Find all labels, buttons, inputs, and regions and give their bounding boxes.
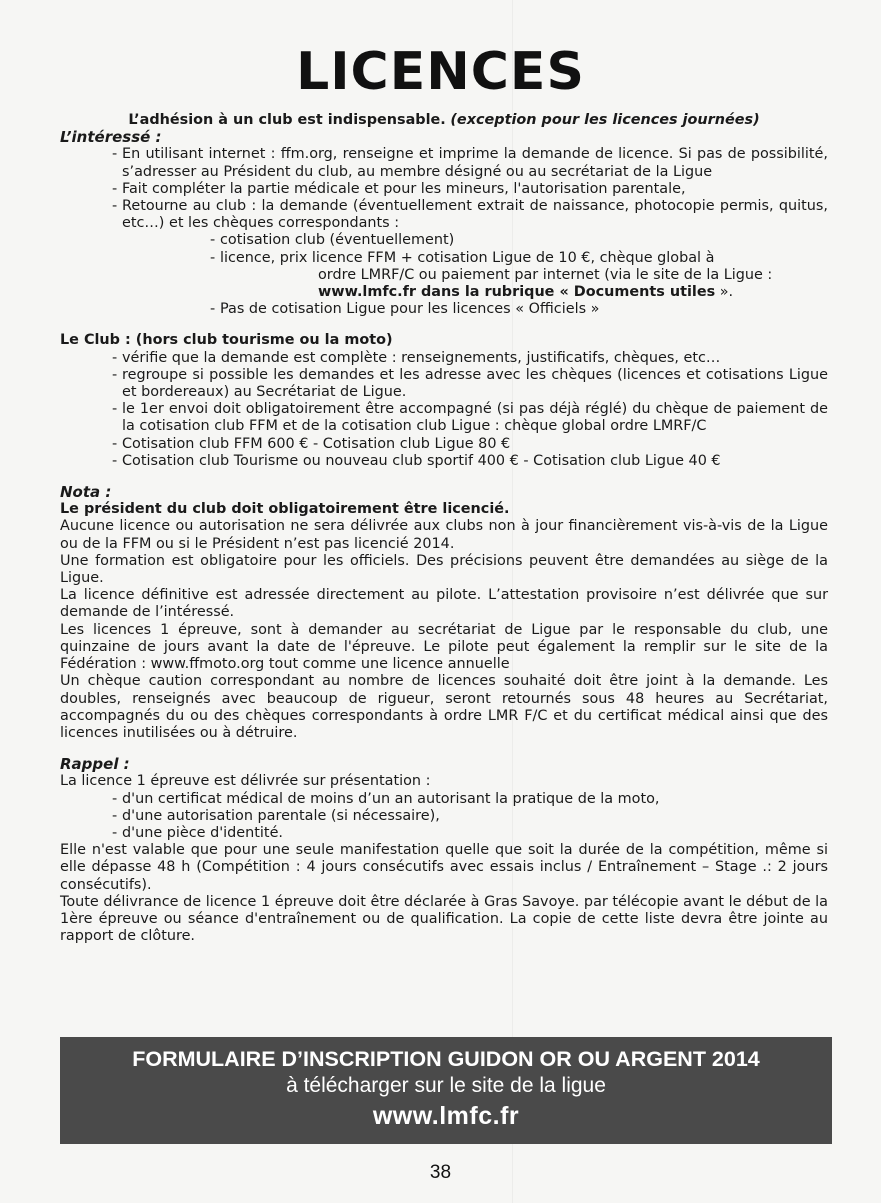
banner-title: FORMULAIRE D’INSCRIPTION GUIDON OR OU ARGENT 2014 [132, 1047, 760, 1071]
rappel-intro: La licence 1 épreuve est délivrée sur présentation : [60, 773, 431, 790]
rappel-item: - d'une pièce d'identité. [112, 824, 283, 841]
intro-italic: (exception pour les licences journées) [450, 112, 760, 128]
nota-bold-line: Le président du club doit obligatoirement être licencié. [60, 501, 510, 518]
interesse-subitem: - cotisation club (éventuellement) [210, 232, 455, 249]
nota-paragraph: Aucune licence ou autorisation ne sera délivrée aux clubs non à jour financièrement vis-à-vis de la Ligue ou de la FFM ou si le Président n’est pas licencié 2014. [60, 518, 828, 552]
interesse-item: - En utilisant internet : ffm.org, renseigne et imprime la demande de licence. Si pas de possibilité, s’adresser au Président du club, au membre désigné ou au secrétariat de la Ligue [112, 146, 828, 180]
intro-line [60, 112, 828, 129]
interesse-subitem: - licence, prix licence FFM + cotisation Ligue de 10 €, chèque global à [210, 249, 715, 266]
registration-form-banner [60, 1037, 832, 1144]
interesse-heading: L’intéressé : [60, 128, 162, 147]
club-item: - vérifie que la demande est complète : renseignements, justificatifs, chèques, etc… [112, 349, 721, 366]
rappel-heading: Rappel : [60, 755, 130, 774]
club-item: - le 1er envoi doit obligatoirement être accompagné (si pas déjà réglé) du chèque de paiement de la cotisation club FFM et de la cotisation club Ligue : chèque global ordre LMRF/C [112, 401, 828, 435]
page-number: 38 [429, 1162, 452, 1183]
rappel-item: - d'une autorisation parentale (si nécessaire), [112, 807, 440, 824]
club-item: - Cotisation club FFM 600 € - Cotisation club Ligue 80 € [112, 435, 511, 452]
nota-paragraph: Un chèque caution correspondant au nombre de licences souhaité doit être joint à la demande. Les doubles, renseignés avec beaucoup de rigueur, seront retournés sous 48 heures au Secrétariat, accompagnés du ou des chèques correspondants à ordre LMR F/C et du certificat médical ainsi que des licences inutilisées ou à détruire. [60, 673, 828, 741]
rappel-paragraph: Toute délivrance de licence 1 épreuve doit être déclarée à Gras Savoye. par télécopie avant le début de la 1ère épreuve ou séance d'entraînement ou de qualification. La copie de cette liste devra être jointe au rapport de clôture. [60, 893, 828, 945]
main-content [60, 112, 828, 945]
club-item: - Cotisation club Tourisme ou nouveau club sportif 400 € - Cotisation club Ligue 40 € [112, 452, 721, 469]
nota-heading: Nota : [60, 483, 112, 502]
club-item: - regroupe si possible les demandes et les adresse avec les chèques (licences et cotisations Ligue et bordereaux) au Secrétariat de Ligue. [112, 366, 828, 401]
nota-paragraph: Les licences 1 épreuve, sont à demander au secrétariat de Ligue par le responsable du club, une quinzaine de jours avant la date de l'épreuve. Le pilote peut également la remplir sur le site de la Fédération : www.ffmoto.org tout comme une licence annuelle [60, 621, 828, 673]
intro-bold: L’adhésion à un club est indispensable. [128, 112, 446, 128]
nota-paragraph: La licence définitive est adressée directement au pilote. L’attestation provisoire n’est délivrée que sur demande de l’intéressé. [60, 587, 828, 621]
documents-utiles-link-line: www.lmfc.fr dans la rubrique « Documents utiles ». [318, 284, 734, 301]
interesse-item: - Fait compléter la partie médicale et pour les mineurs, l'autorisation parentale, [112, 180, 686, 197]
site-link[interactable]: www.lmfc.fr dans la rubrique « Documents utiles [318, 284, 716, 301]
page-title: LICENCES [296, 42, 585, 102]
interesse-item: - Pas de cotisation Ligue pour les licences « Officiels » [210, 301, 600, 318]
banner-website-link[interactable]: www.lmfc.fr [372, 1102, 520, 1130]
rappel-paragraph: Elle n'est valable que pour une seule manifestation quelle que soit la durée de la compétition, même si elle dépasse 48 h (Compétition : 4 jours consécutifs avec essais inclus / Entraînement – Stage .: 2 jours consécutifs). [60, 842, 828, 893]
banner-subtitle: à télécharger sur le site de la ligue [286, 1074, 606, 1097]
nota-paragraph: Une formation est obligatoire pour les officiels. Des précisions peuvent être demandées au siège de la Ligue. [60, 552, 828, 587]
interesse-item: - Retourne au club : la demande (éventuellement extrait de naissance, photocopie permis, quitus, etc…) et les chèques correspondants : [112, 198, 828, 232]
rappel-item: - d'un certificat médical de moins d’un an autorisant la pratique de la moto, [112, 790, 660, 807]
interesse-subitem-continuation: ordre LMRF/C ou paiement par internet (via le site de la Ligue : [318, 266, 773, 283]
club-heading: Le Club : (hors club tourisme ou la moto) [60, 332, 393, 349]
